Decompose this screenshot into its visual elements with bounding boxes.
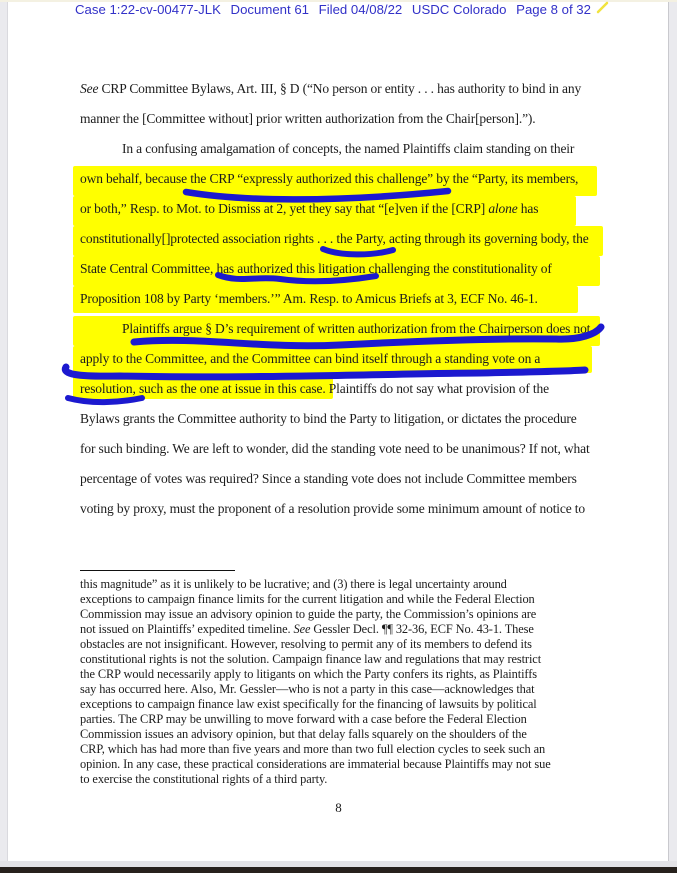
text-run: State Central Committee, has authorized this litigation challenging the constitutionality of [80,261,552,276]
footnote-line [80,607,608,622]
body-line [80,109,610,129]
body-line [80,379,610,399]
text-run: CRP Committee Bylaws, Art. III, § D (“No person or entity . . . has authority to bind in any [98,81,582,96]
text-run: Plaintiffs argue § D’s requirement of written authorization from the Chairperson does not [122,321,591,336]
text-run: In a confusing amalgamation of concepts, the named Plaintiffs claim standing on their [122,141,575,156]
text-run: apply to the Committee, and the Committee can bind itself through a standing vote on a [80,351,541,366]
text-run: to exercise the constitutional rights of a third party. [80,772,328,786]
text-run: exceptions to campaign finance law exist specifically for the financing of lawsuits by political [80,697,537,711]
text-run: constitutionally[]protected association rights . . . the Party, acting through its governing body, the [80,231,589,246]
page-number: 8 [335,800,342,815]
text-run: for such binding. We are left to wonder, did the standing vote need to be unanimous? If not, what [80,441,590,456]
text-run: Bylaws grants the Committee authority to bind the Party to litigation, or dictates the procedure [80,411,577,426]
footnote-line [80,697,608,712]
text-run: voting by proxy, must the proponent of a resolution provide some minimum amount of notice to [80,501,586,516]
body-line [80,229,610,249]
footnote-line [80,742,608,757]
body-line [80,499,610,519]
text-run: has [517,201,539,216]
text-run: the CRP would necessarily apply to litigants on which the Party confers its rights, as Plaintiffs [80,667,537,681]
stamp-segment: Document 61 [230,2,309,17]
body-line [80,409,610,429]
text-run: Commission issues an advisory opinion, but that delay falls squarely on the shoulders of the [80,727,527,741]
text-run: exceptions to campaign finance limits for the current litigation and while the Federal Election [80,592,535,606]
text-run: Commission may issue an advisory opinion to guide the party, the Commission’s opinions are [80,607,537,621]
body-line [80,349,610,369]
body-line [80,259,610,279]
text-run: Proposition 108 by Party ‘members.’” Am. Resp. to Amicus Briefs at 3, ECF No. 46-1. [80,291,538,306]
body-line [80,469,610,489]
italic-text-run: alone [488,201,518,216]
body-line [80,319,652,339]
text-run: parties. The CRP may be unwilling to move forward with a case before the Federal Election [80,712,527,726]
footnote-line [80,637,608,652]
footnote-line [80,757,608,772]
text-run: opinion. In any case, these practical considerations are immaterial because Plaintiffs may not sue [80,757,551,771]
text-run: own behalf, because the CRP “expressly authorized this challenge” by the “Party, its members, [80,171,579,186]
text-run: CRP, which has had more than five years and more than two full election cycles to seek such an [80,742,546,756]
footnote-line [80,622,608,637]
body-line [80,289,610,309]
text-run: or both,” Resp. to Mot. to Dismiss at 2, yet they say that “[e]ven if the [CRP] [80,201,489,216]
footnote-line [80,772,608,787]
body-line [80,439,610,459]
text-run: obstacles are not insignificant. However, resolving to permit any of its members to defend its [80,637,532,651]
footnote-line [80,652,608,667]
italic-text-run: See [80,81,99,96]
text-run: manner the [Committee without] prior written authorization from the Chair[person].”). [80,111,536,126]
stamp-segment: USDC Colorado [411,2,507,17]
text-run: not issued on Plaintiffs’ expedited timeline. [80,622,294,636]
text-run: percentage of votes was required? Since a standing vote does not include Committee members [80,471,577,486]
body-line [80,199,610,219]
footnote-line [80,712,608,727]
body-line [80,79,610,99]
footnote-line [80,667,608,682]
footnote-line [80,592,608,607]
text-run: Gessler Decl. ¶¶ 32-36, ECF No. 43-1. These [310,622,534,636]
footnote-line [80,727,608,742]
text-run: say has occurred here. Also, Mr. Gessler—who is not a party in this case—acknowledges that [80,682,535,696]
stamp-segment: Case 1:22-cv-00477-JLK [75,2,221,17]
body-line [80,139,652,159]
footnote-separator [80,570,235,571]
text-run: this magnitude” as it is unlikely to be lucrative; and (3) there is legal uncertainty around [80,577,507,591]
stamp-segment: Page 8 of 32 [516,2,591,17]
text-run: resolution, such as the one at issue in this case. Plaintiffs do not say what provision of the [80,381,549,396]
footnote-line [80,682,608,697]
italic-text-run: See [293,622,311,636]
stamp-segment: Filed 04/08/22 [318,2,403,17]
body-line [80,169,610,189]
text-run: constitutional rights is not the solution. Campaign finance law and regulations that may restrict [80,652,542,666]
footnote-line [80,577,608,592]
